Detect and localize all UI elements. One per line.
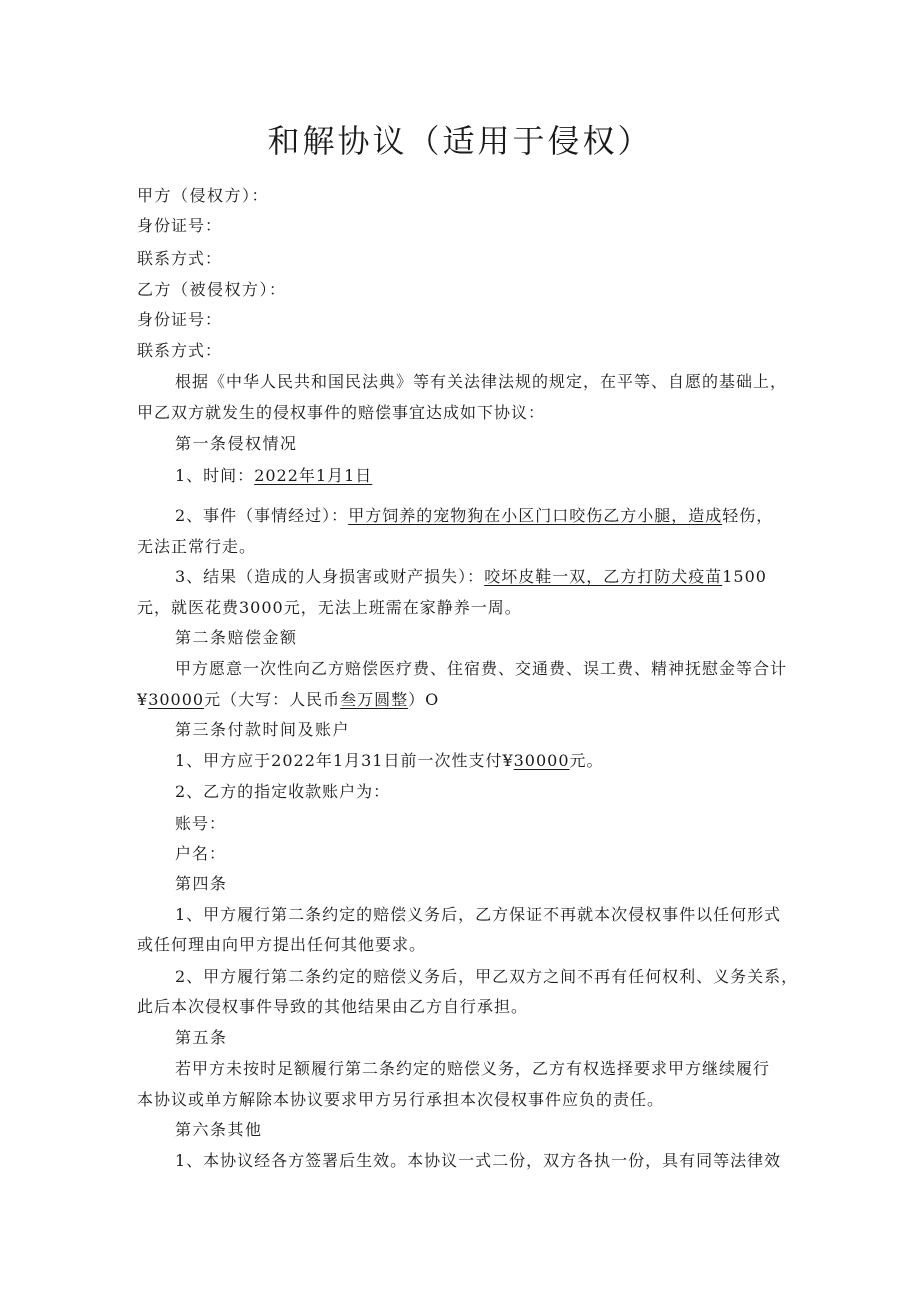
amount-value: 30000 — [148, 690, 205, 709]
currency-symbol: ¥ — [137, 690, 149, 709]
article-5-line-2: 本协议或单方解除本协议要求甲方另行承担本次侵权事件应负的责任。 — [137, 1090, 665, 1109]
result-rest: 1500 — [722, 567, 767, 586]
party-a-id-label: 身份证号： — [137, 216, 223, 235]
article-1-time — [175, 465, 372, 487]
article-1-event-line-2: 无法正常行走。 — [137, 537, 257, 556]
article-3-line-1 — [175, 750, 604, 772]
article-4-p2-line-2: 此后本次侵权事件导致的其他结果由乙方自行承担。 — [137, 997, 529, 1016]
time-label: 1、时间： — [175, 466, 255, 485]
article-1-result-line-2: 元，就医花费3000元，无法上班需在家静养一周。 — [137, 598, 522, 617]
party-b-label: 乙方（被侵权方）： — [137, 280, 287, 299]
document-title: 和解协议（适用于侵权） — [267, 122, 653, 160]
article-4-p1-line-1: 1、甲方履行第二条约定的赔偿义务后，乙方保证不再就本次侵权事件以任何形式 — [175, 905, 782, 924]
article-2-line-1: 甲方愿意一次性向乙方赔偿医疗费、住宿费、交通费、误工费、精神抚慰金等合计 — [175, 659, 788, 678]
payment-suffix: 元。 — [569, 751, 604, 770]
event-value: 甲方饲养的宠物狗在小区门口咬伤乙方小腿，造成 — [348, 506, 723, 525]
event-rest: 轻伤， — [722, 506, 774, 525]
payment-prefix: 1、甲方应于2022年1月31日前一次性支付¥ — [175, 751, 514, 770]
party-b-contact-label: 联系方式： — [137, 341, 223, 360]
time-value: 2022年1月1日 — [254, 466, 373, 485]
article-6-heading: 第六条其他 — [175, 1120, 263, 1139]
article-4-heading: 第四条 — [175, 874, 228, 893]
party-b-id-label: 身份证号： — [137, 310, 223, 329]
amount-words: 叁万圆整 — [340, 690, 409, 709]
party-a-label: 甲方（侵权方）： — [137, 186, 270, 205]
amount-tail: ）O — [408, 690, 440, 709]
party-a-contact-label: 联系方式： — [137, 249, 223, 268]
account-number-label: 账号： — [175, 814, 227, 833]
preamble-line-1: 根据《中华人民共和国民法典》等有关法律法规的规定，在平等、自愿的基础上， — [175, 372, 788, 391]
article-6-line-1: 1、本协议经各方签署后生效。本协议一式二份，双方各执一份，具有同等法律效 — [175, 1151, 782, 1170]
article-4-p1-line-2: 或任何理由向甲方提出任何其他要求。 — [137, 935, 427, 954]
article-4-p2-line-1: 2、甲方履行第二条约定的赔偿义务后，甲乙双方之间不再有任何权利、义务关系， — [175, 967, 799, 986]
event-label: 2、事件（事情经过）： — [175, 506, 349, 525]
article-1-event — [175, 505, 773, 527]
article-3-line-2: 2、乙方的指定收款账户为： — [175, 782, 391, 801]
article-5-line-1: 若甲方未按时足额履行第二条约定的赔偿义务，乙方有权选择要求甲方继续履行 — [175, 1059, 771, 1078]
article-3-heading: 第三条付款时间及账户 — [175, 720, 351, 739]
result-label: 3、结果（造成的人身损害或财产损失）： — [175, 567, 485, 586]
amount-mid: 元（大写：人民币 — [204, 690, 341, 709]
article-1-heading: 第一条侵权情况 — [175, 434, 298, 453]
preamble-line-2: 甲乙双方就发生的侵权事件的赔偿事宜达成如下协议： — [137, 403, 546, 422]
article-1-result — [175, 566, 767, 588]
payment-amount: 30000 — [513, 751, 570, 770]
article-5-heading: 第五条 — [175, 1028, 228, 1047]
article-2-heading: 第二条赔偿金额 — [175, 628, 298, 647]
article-2-line-2 — [137, 689, 439, 711]
account-name-label: 户名： — [175, 844, 227, 863]
result-value: 咬坏皮鞋一双，乙方打防犬疫苗 — [484, 567, 723, 586]
